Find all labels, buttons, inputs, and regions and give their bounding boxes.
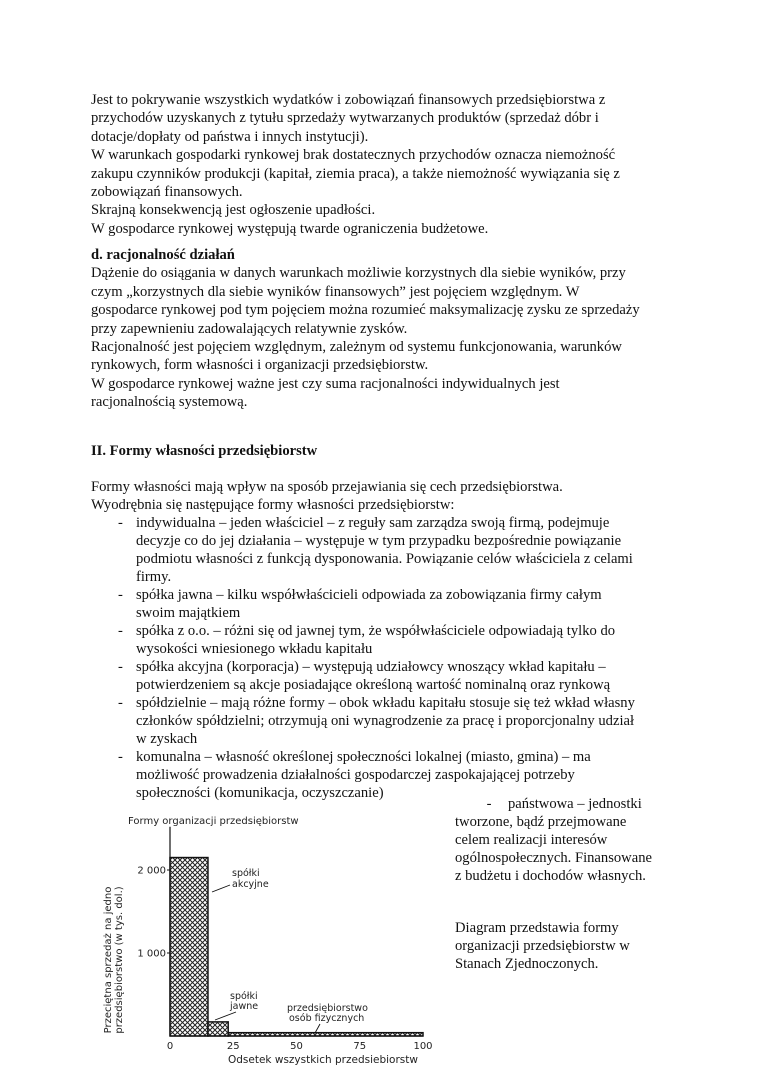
text-line: gospodarce rynkowej pod tym pojęciem można rozumieć maksymalizację zysku ze sprzedaży (91, 302, 640, 319)
text-line: celem realizacji interesów (455, 832, 608, 848)
list-dash: - (486, 796, 492, 812)
text-line: wysokości wniesionego wkładu kapitału (136, 641, 373, 657)
bar-label: osób fizycznych (289, 1013, 365, 1024)
text-line: państwowa – jednostki (508, 796, 642, 812)
list-dash: - (118, 587, 123, 603)
text-line: zakupu czynników produkcji (kapitał, ziemia praca), a także niemożność wywiązania się z (91, 165, 620, 182)
x-tick-label: 50 (290, 1041, 303, 1052)
text-line: racjonalnością systemową. (91, 394, 248, 411)
text-line: Formy własności mają wpływ na sposób przejawiania się cech przedsiębiorstwa. (91, 479, 563, 495)
section-heading: d. racjonalność działań (91, 247, 235, 263)
text-line: Jest to pokrywanie wszystkich wydatków i zobowiązań finansowych przedsiębiorstwa z (91, 92, 606, 108)
text-line: Skrajną konsekwencją jest ogłoszenie upadłości. (91, 202, 376, 219)
text-line: komunalna – własność określonej społeczności lokalnej (miasto, gmina) – ma (136, 749, 591, 765)
annotation-arrow (212, 885, 230, 892)
list-dash: - (118, 515, 123, 531)
text-line: możliwość prowadzenia działalności gospodarczej zaspokajającej potrzeby (136, 767, 575, 783)
y-tick-label: 2 000 (137, 865, 166, 877)
text-line: tworzone, bądź przejmowane (455, 814, 627, 830)
text-line: w zyskach (136, 731, 198, 747)
text-line: spółka akcyjna (korporacja) – występują udziałowcy wnoszący wkład kapitału – (136, 659, 606, 675)
bar-label: jawne (230, 1001, 259, 1012)
text-line: ogólnospołecznych. Finansowane (455, 850, 652, 866)
text-line: Dążenie do osiągania w danych warunkach możliwie korzystnych dla siebie wyników, przy (91, 265, 626, 282)
y-axis-label: Przeciętna sprzedaż na jedno (103, 886, 114, 1034)
text-line: firmy. (136, 569, 172, 585)
bar (170, 858, 208, 1036)
bar-label: spółki (232, 868, 260, 879)
text-line: swoim majątkiem (136, 605, 241, 621)
text-line: społeczności (komunikacja, oczyszczanie) (136, 785, 384, 801)
x-tick-label: 25 (226, 1041, 240, 1052)
text-line: indywidualna – jeden właściciel – z reguły sam zarządza swoją firmą, podejmuje (136, 515, 610, 531)
text-line: Wyodrębnia się następujące formy własności przedsiębiorstw: (91, 497, 455, 513)
text-line: rynkowych, form własności i organizacji przedsiębiorstw. (91, 357, 429, 374)
text-line: przy zapewnieniu zadowalających relatywnie zysków. (91, 320, 408, 337)
text-line: potwierdzeniem są akcje posiadające określoną wartość nominalną oraz rynkową (136, 677, 611, 693)
bar-label: akcyjne (232, 879, 269, 890)
annotation-arrow (315, 1024, 320, 1033)
text-line: decyzje co do jej działania – występuje w tym przypadku bezpośrednie powiązanie (136, 533, 622, 549)
text-line: z budżetu i dochodów własnych. (455, 868, 646, 884)
bar-label: przedsiębiorstwo (287, 1003, 368, 1014)
text-line: przychodów uzyskanych z tytułu sprzedaży wytwarzanych produktów (sprzedaż dóbr i (91, 110, 599, 127)
text-line: W gospodarce rynkowej występują twarde ograniczenia budżetowe. (91, 220, 489, 237)
x-tick-label: 75 (353, 1041, 367, 1052)
list-dash: - (118, 695, 123, 711)
text-line: W warunkach gospodarki rynkowej brak dostatecznych przychodów oznacza niemożność (91, 147, 616, 164)
section-heading: II. Formy własności przedsiębiorstw (91, 443, 318, 459)
annotation-arrow (215, 1012, 236, 1020)
text-line: Stanach Zjednoczonych. (455, 956, 599, 972)
text-line: organizacji przedsiębiorstw w (455, 938, 630, 954)
chart-title: Formy organizacji przedsiębiorstw (128, 816, 299, 827)
bar (208, 1022, 228, 1036)
bar-label: spółki (230, 991, 258, 1002)
text-line: spółka jawna – kilku współwłaścicieli odpowiada za zobowiązania firmy całym (136, 587, 602, 603)
text-line: Racjonalność jest pojęciem względnym, zależnym od systemu funkcjonowania, warunków (91, 339, 622, 356)
text-line: czym „korzystnych dla siebie wyników finansowych” jest pojęciem względnym. W (91, 283, 580, 300)
text-line: spółdzielnie – mają różne formy – obok wkładu kapitału stosuje się też wkład własny (136, 695, 635, 711)
list-dash: - (118, 623, 123, 639)
y-tick-label: 1 000 (137, 948, 166, 960)
x-axis-label: Odsetek wszystkich przedsiebiorstw (228, 1054, 418, 1066)
list-dash: - (118, 749, 123, 765)
x-tick-label: 0 (166, 1041, 174, 1052)
text-line: członków spółdzielni; otrzymują oni wynagrodzenie za pracę i proporcjonalny udział (136, 713, 635, 729)
x-tick-label: 100 (413, 1041, 433, 1052)
text-line: spółka z o.o. – różni się od jawnej tym, że współwłaściciele odpowiadają tylko do (136, 623, 616, 639)
text-line: Diagram przedstawia formy (455, 920, 619, 936)
text-line: W gospodarce rynkowej ważne jest czy suma racjonalności indywidualnych jest (91, 375, 560, 392)
y-axis-label: przedsiębiorstwo (w tys. dol.) (114, 886, 125, 1034)
text-line: podmiotu własności z funkcją dysponowania. Powiązanie celów właściciela z celami (136, 551, 633, 567)
list-dash: - (118, 659, 123, 675)
text-line: dotacje/dopłaty od państwa i innych instytucji). (91, 128, 369, 145)
text-line: zobowiązań finansowych. (91, 184, 243, 201)
